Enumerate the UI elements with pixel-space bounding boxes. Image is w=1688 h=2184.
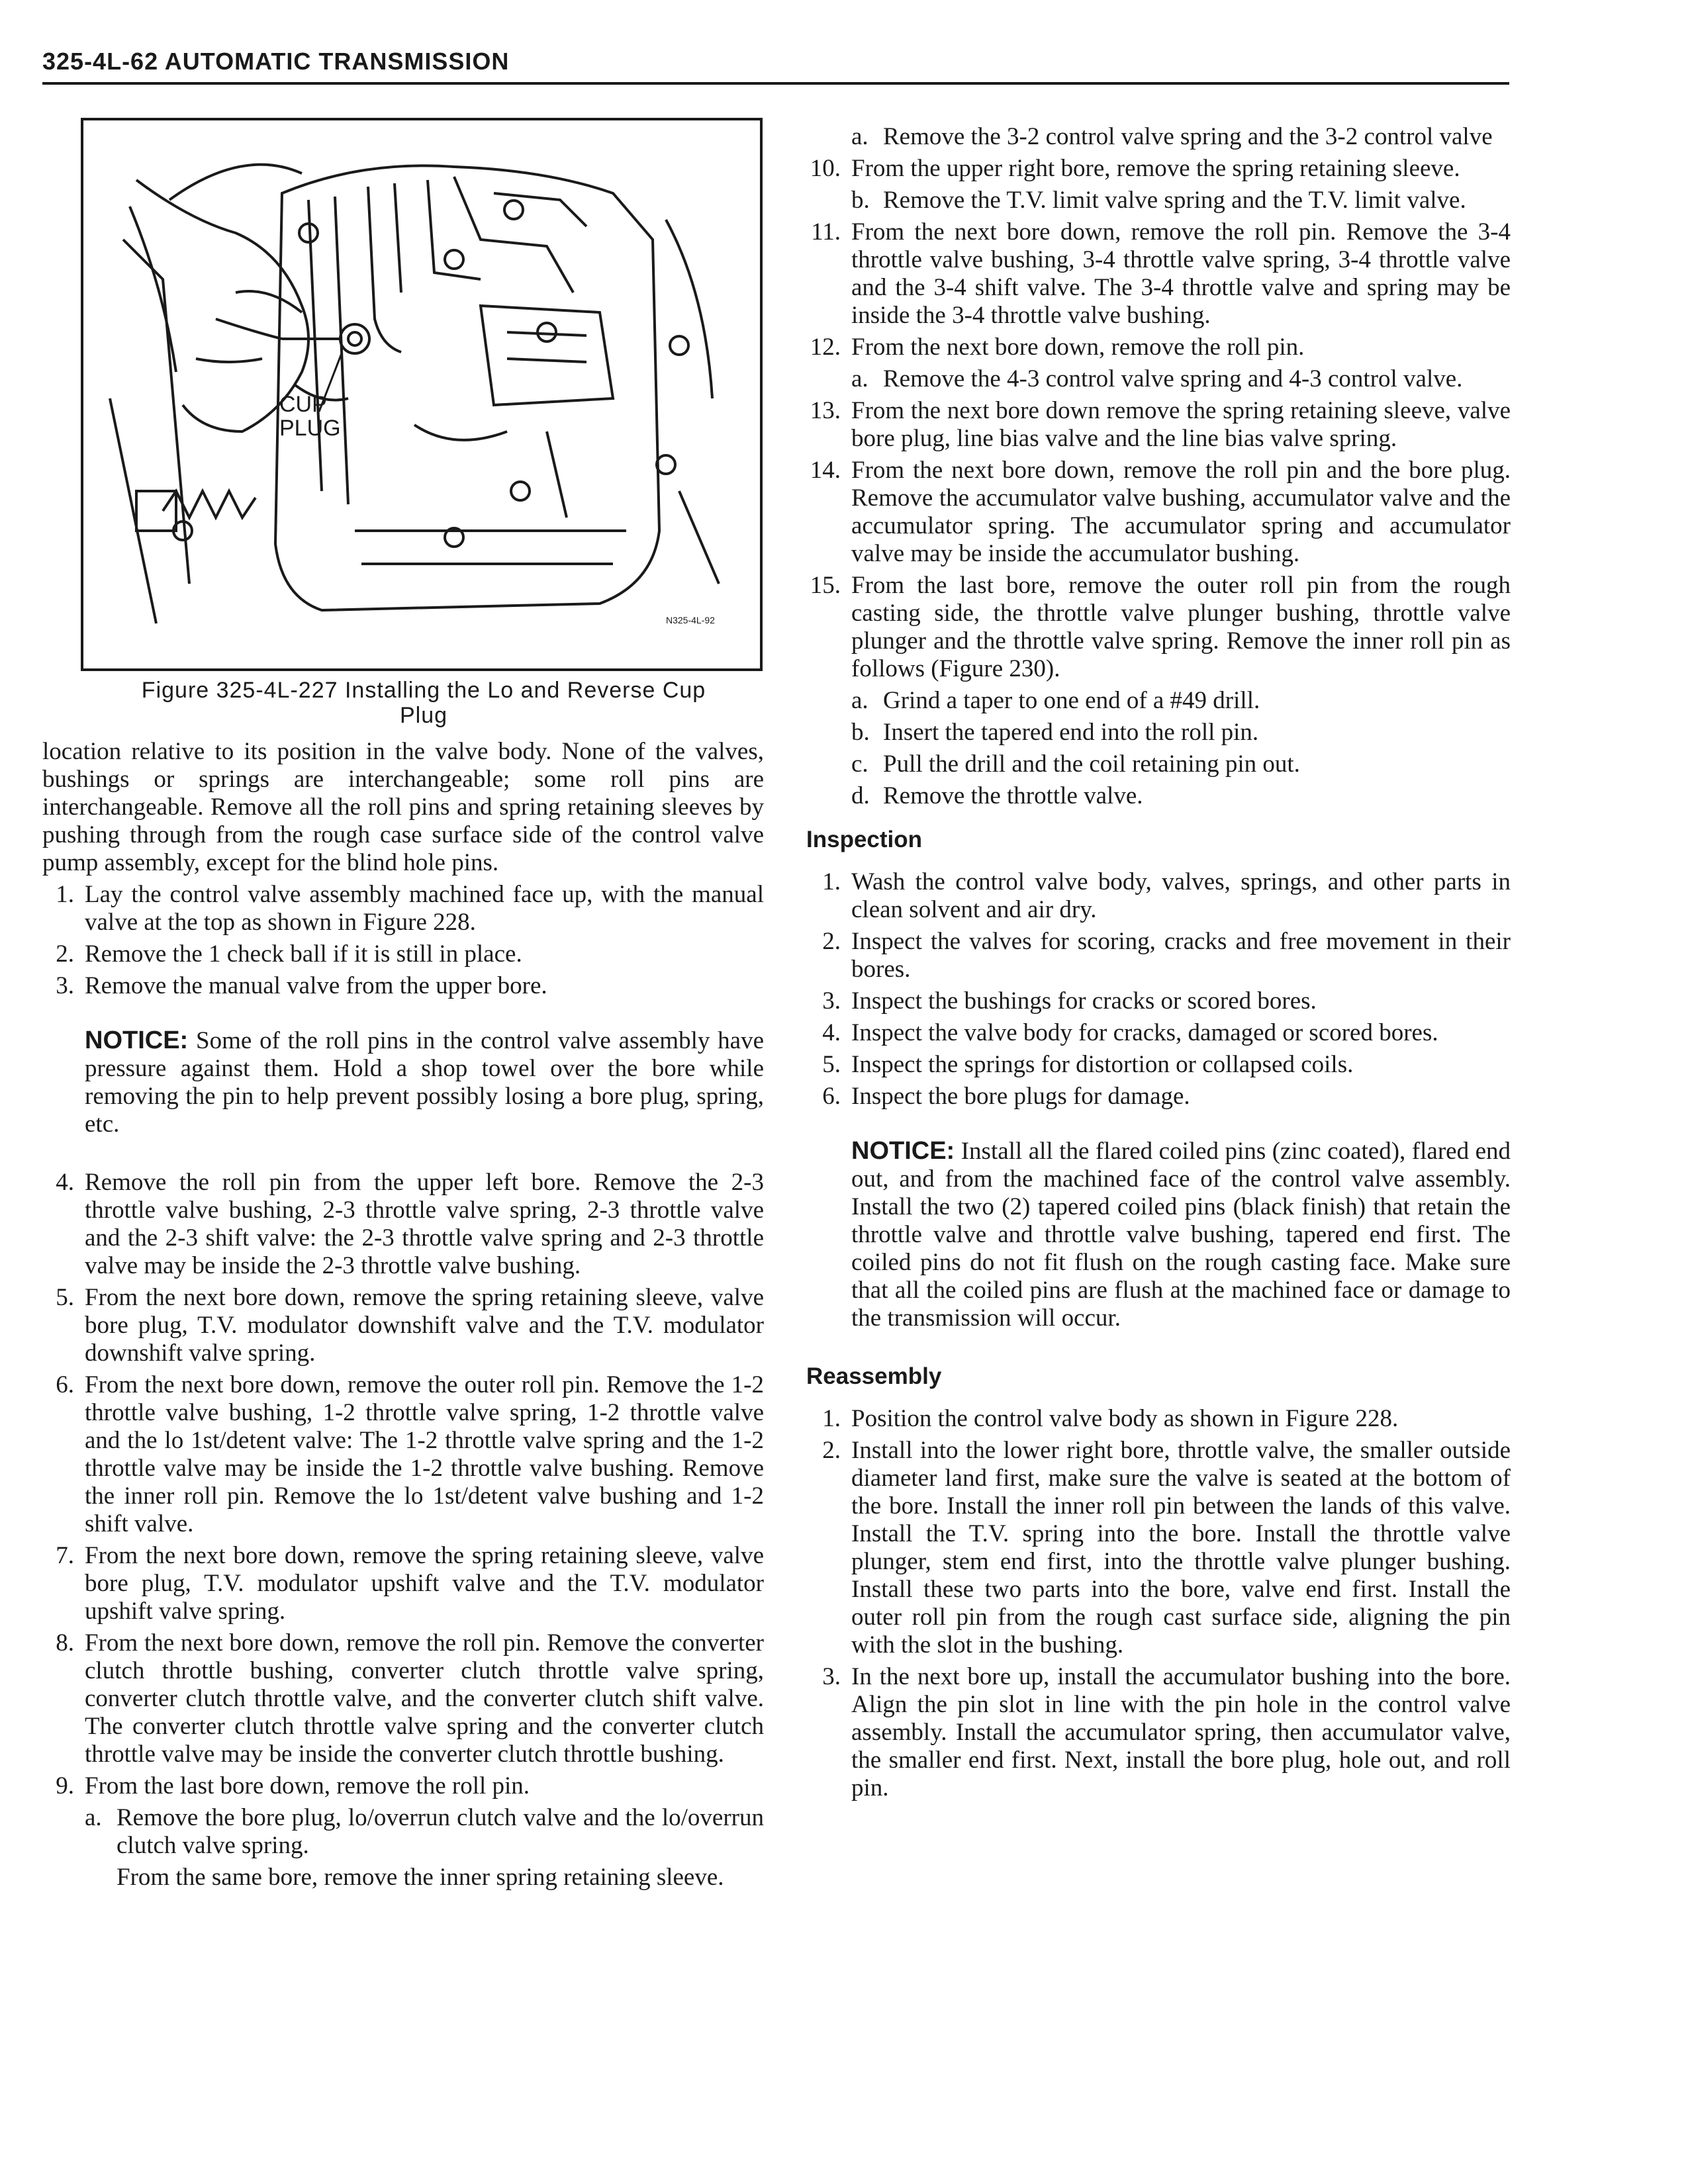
list-item: 15. From the last bore, remove the outer roll pin from the rough casting side, the throttle valve plunger bushing, throttle valve plunger and the throttle valve spring. Remove the inner roll pin as follows (Figure 230).: [810, 572, 1511, 682]
figure-callout-line2: PLUG: [279, 416, 341, 441]
list-item: 10. From the upper right bore, remove the spring retaining sleeve.: [810, 155, 1460, 182]
list-item: 7. From the next bore down, remove the spring retaining sleeve, valve bore plug, T.V. modulator upshift valve and the T.V. modulator upshift valve spring.: [56, 1542, 764, 1625]
header-rule: [42, 82, 1509, 85]
sub-item: a. Grind a taper to one end of a #49 drill.: [851, 687, 1260, 714]
right-column: [806, 123, 1511, 1806]
figure-illustration: [81, 118, 763, 671]
list-item: 1. Wash the control valve body, valves, springs, and other parts in clean solvent and air dry.: [822, 868, 1511, 923]
list-item: 6. From the next bore down, remove the outer roll pin. Remove the 1-2 throttle valve bushing, 1-2 throttle valve spring, 1-2 throttle valve and the lo 1st/detent valve: The 1-2 throttle valve spring and the 1-2 throttle valve may be inside the 1-2 throttle valve bushing. Remove the inner roll pin. Remove the lo 1st/detent valve bushing and 1-2 shift valve.: [56, 1371, 764, 1537]
sub-item: d. Remove the throttle valve.: [851, 782, 1143, 809]
left-column: [42, 738, 764, 1895]
sub-item-continuation: From the same bore, remove the inner spring retaining sleeve.: [117, 1864, 724, 1891]
figure-caption-line2: Plug: [399, 703, 448, 728]
sub-item: a. Remove the 3-2 control valve spring and the 3-2 control valve: [851, 123, 1493, 150]
page-header: 325-4L-62 AUTOMATIC TRANSMISSION: [42, 48, 510, 75]
list-item: 6. Inspect the bore plugs for damage.: [822, 1083, 1190, 1110]
list-item: 5. Inspect the springs for distortion or collapsed coils.: [822, 1051, 1354, 1078]
intro-paragraph: location relative to its position in the valve body. None of the valves, bushings or springs are interchangeable; some roll pins are interchangeable. Remove all the roll pins and spring retaining sleeves by pushing through from the rough case surface side of the control valve pump assembly, except for the blind hole pins.: [42, 738, 764, 876]
list-item: 14. From the next bore down, remove the roll pin and the bore plug. Remove the accumulator valve bushing, accumulator valve and the accumulator spring. The accumulator spring and accumulator valve may be inside the accumulator bushing.: [810, 457, 1511, 567]
notice-label: NOTICE:: [851, 1137, 955, 1165]
reassembly-heading: Reassembly: [806, 1363, 942, 1389]
list-item: 4. Inspect the valve body for cracks, damaged or scored bores.: [822, 1019, 1438, 1046]
list-item: 3. Inspect the bushings for cracks or scored bores.: [822, 987, 1317, 1015]
list-item: 12. From the next bore down, remove the roll pin.: [810, 334, 1305, 361]
list-item: 4. Remove the roll pin from the upper left bore. Remove the 2-3 throttle valve bushing, 2-3 throttle valve spring, 2-3 throttle valve and the 2-3 shift valve: the 2-3 throttle valve spring and 2-3 throttle valve may be inside the 2-3 throttle valve bushing.: [56, 1169, 764, 1279]
list-item: 1. Lay the control valve assembly machined face up, with the manual valve at the top as shown in Figure 228.: [56, 881, 764, 936]
sub-item: a. Remove the 4-3 control valve spring and 4-3 control valve.: [851, 365, 1463, 392]
figure-callout-line1: CUP: [279, 392, 327, 417]
figure-code: N325-4L-92: [666, 615, 715, 625]
list-item: 9. From the last bore down, remove the roll pin.: [56, 1772, 530, 1799]
sub-item: a. Remove the bore plug, lo/overrun clutch valve and the lo/overrun clutch valve spring.: [85, 1804, 764, 1859]
notice-text: Install all the flared coiled pins (zinc coated), flared end out, and from the machined face of the control valve assembly. Install the two (2) tapered coiled pins (black finish) that retain the throttle valve and throttle valve bushing, tapered end first. The coiled pins do not fit flush on the rough casting face. Make sure that all the coiled pins are flush at the machined face or damage to the transmission will occur.: [851, 1138, 1511, 1332]
notice-block: [42, 1026, 764, 1138]
list-item: 1. Position the control valve body as shown in Figure 228.: [822, 1405, 1399, 1432]
list-item: 2. Install into the lower right bore, throttle valve, the smaller outside diameter land first, make sure the valve is seated at the bottom of the bore. Install the inner roll pin between the lands of this valve. Install the T.V. spring into the bore. Install the throttle valve plunger, stem end first, into the throttle valve plunger bushing. Install these two parts into the bore, valve end first. Install the outer roll pin from the rough cast surface side, aligning the pin with the slot in the bushing.: [822, 1437, 1511, 1659]
list-item: 11. From the next bore down, remove the roll pin. Remove the 3-4 throttle valve bushing, 3-4 throttle valve spring, 3-4 throttle valve and the 3-4 shift valve. The 3-4 throttle valve and spring may be inside the 3-4 throttle valve bushing.: [811, 218, 1511, 329]
list-item: 2. Remove the 1 check ball if it is still in place.: [56, 940, 522, 968]
notice-label: NOTICE:: [85, 1026, 189, 1054]
list-item: 3. Remove the manual valve from the upper bore.: [56, 972, 547, 999]
inspection-heading: Inspection: [806, 827, 923, 852]
sub-item: c. Pull the drill and the coil retaining pin out.: [851, 751, 1300, 778]
figure-caption: [73, 678, 774, 728]
notice-block: [809, 1137, 1511, 1332]
notice-text: Some of the roll pins in the control valve assembly have pressure against them. Hold a shop towel over the bore while removing the pin to help prevent possibly losing a bore plug, spring, etc.: [85, 1027, 765, 1138]
list-item: 8. From the next bore down, remove the roll pin. Remove the converter clutch throttle bushing, converter clutch throttle valve spring, converter clutch throttle valve, and the converter clutch shift valve. The converter clutch throttle valve spring and the converter clutch throttle valve may be inside the converter clutch throttle bushing.: [56, 1629, 764, 1768]
list-item: 2. Inspect the valves for scoring, cracks and free movement in their bores.: [822, 928, 1511, 983]
sub-item: b. Insert the tapered end into the roll pin.: [851, 719, 1259, 746]
list-item: 5. From the next bore down, remove the spring retaining sleeve, valve bore plug, T.V. modulator downshift valve and the T.V. modulator downshift valve spring.: [56, 1284, 764, 1367]
list-item: 13. From the next bore down remove the spring retaining sleeve, valve bore plug, line bias valve and the line bias valve spring.: [810, 397, 1511, 452]
valve-body-drawing: [83, 120, 760, 668]
figure-caption-line1: Figure 325-4L-227 Installing the Lo and Reverse Cup: [141, 678, 706, 703]
sub-item: b. Remove the T.V. limit valve spring and the T.V. limit valve.: [851, 187, 1466, 214]
list-item: 3. In the next bore up, install the accumulator bushing into the bore. Align the pin slot in line with the pin hole in the control valve assembly. Install the accumulator spring, then accumulator valve, the smaller end first. Next, install the bore plug, hole out, and roll pin.: [822, 1663, 1511, 1801]
